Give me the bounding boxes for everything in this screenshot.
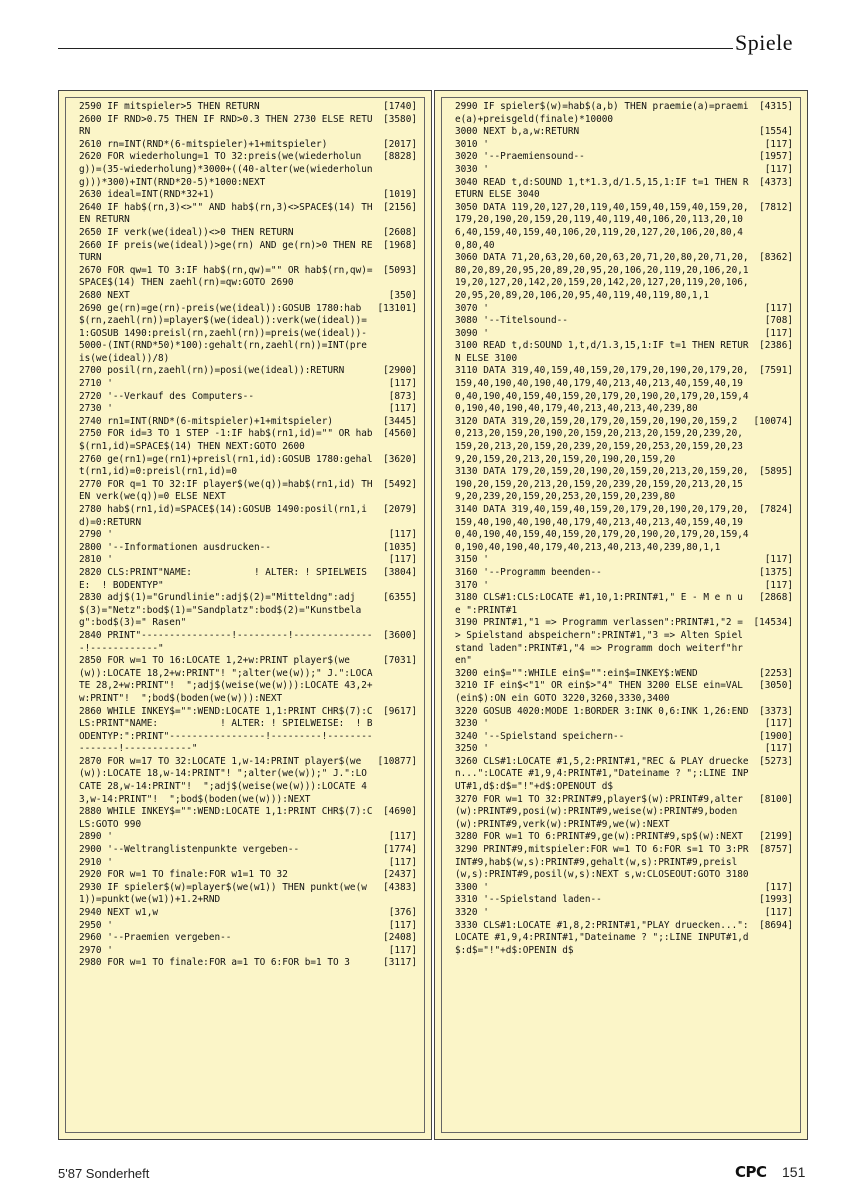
- checksum: [5492]: [383, 478, 417, 490]
- code-text: 3130 DATA 179,20,159,20,190,20,159,20,213,20,159,20,190,20,159,20,213,20,159,20,239,20,159,20,213,20,159,20,239,20,159,20,253,20,159,20,239,80: [455, 466, 749, 503]
- code-line: [79, 945, 417, 958]
- code-line: [79, 114, 417, 139]
- checksum: [1900]: [759, 730, 793, 742]
- checksum: [5273]: [759, 755, 793, 767]
- code-text: 3020 '--Praemiensound--: [455, 151, 585, 163]
- listing-left: [79, 101, 417, 1129]
- code-line: [455, 416, 793, 466]
- code-text: 3120 DATA 319,20,159,20,179,20,159,20,190,20,159,20,213,20,159,20,190,20,159,20,213,20,159,20,239,20,159,20,213,20,159,20,239,20,159,20,253,20,159,20,239,20,159,20,213,20,159,20,190,20,159,20: [455, 415, 743, 465]
- checksum: [7591]: [759, 365, 793, 377]
- code-text: 2790 ': [79, 529, 113, 541]
- code-line: [455, 756, 793, 794]
- code-text: 3220 GOSUB 4020:MODE 1:BORDER 3:INK 0,6:INK 1,26:END: [455, 705, 749, 717]
- code-text: 2730 ': [79, 403, 113, 415]
- code-text: 2900 '--Weltranglistenpunkte vergeben--: [79, 844, 300, 856]
- code-line: [455, 126, 793, 139]
- code-line: [79, 920, 417, 933]
- code-line: [455, 668, 793, 681]
- checksum: [5895]: [759, 466, 793, 478]
- code-line: [79, 706, 417, 756]
- code-line: [455, 554, 793, 567]
- code-text: 2800 '--Informationen ausdrucken--: [79, 541, 271, 553]
- checksum: [9617]: [383, 705, 417, 717]
- code-text: 3100 READ t,d:SOUND 1,t,d/1.3,15,1:IF t=1 THEN RETURN ELSE 3100: [455, 340, 749, 364]
- checksum: [117]: [388, 378, 417, 390]
- checksum: [117]: [764, 881, 793, 893]
- code-text: 3310 '--Spielstand laden--: [455, 894, 602, 906]
- brand-logo: CPC: [735, 1163, 767, 1181]
- checksum: [4315]: [759, 101, 793, 112]
- checksum: [2408]: [383, 932, 417, 944]
- checksum: [3600]: [383, 629, 417, 641]
- code-text: 3330 CLS#1:LOCATE #1,8,2:PRINT#1,"PLAY druecken...":LOCATE #1,9,4:PRINT#1,"Dateiname ? ";:LINE INPUT#1,d$:d$="!"+d$:OPENIN d$: [455, 919, 749, 956]
- code-text: 3140 DATA 319,40,159,40,159,20,179,20,190,20,179,20,159,40,190,40,190,40,179,40,213,40,213,40,159,40,190,40,190,40,159,40,159,20,179,20,190,20,179,20,159,40,190,40,190,40,179,40,213,40,213,40,239,80,1,1: [455, 504, 749, 553]
- code-line: [79, 504, 417, 529]
- code-text: 3070 ': [455, 302, 489, 314]
- code-text: 2770 FOR q=1 TO 32:IF player$(we(q))=hab$(rn1,id) THEN verk(we(q))=0 ELSE NEXT: [79, 478, 373, 503]
- code-line: [79, 290, 417, 303]
- code-line: [79, 416, 417, 429]
- code-line: [79, 365, 417, 378]
- checksum: [117]: [764, 743, 793, 755]
- code-text: 2710 ': [79, 378, 113, 390]
- checksum: [117]: [764, 302, 793, 314]
- code-text: 2690 ge(rn)=ge(rn)-preis(we(ideal)):GOSUB 1780:hab$(rn,zaehl(rn))=player$(we(ideal)):verk(we(ideal))=1:GOSUB 1490:preisl(rn,zaehl(rn))=preis(we(ideal))-5000-(INT(RND*50)*100):gehalt(rn,zaehl(rn))=INT(preis(we(ideal))/8): [79, 302, 367, 364]
- code-line: [455, 101, 793, 126]
- code-text: 3270 FOR w=1 TO 32:PRINT#9,player$(w):PRINT#9,alter(w):PRINT#9,posi(w):PRINT#9,weise(w):PRINT#9,boden(w):PRINT#9,verk(w):PRINT#9,we(w):NEXT: [455, 793, 743, 830]
- code-line: [455, 907, 793, 920]
- code-text: 3040 READ t,d:SOUND 1,t*1.3,d/1.5,15,1:IF t=1 THEN RETURN ELSE 3040: [455, 176, 749, 201]
- code-text: 2890 ': [79, 831, 113, 843]
- code-line: [79, 932, 417, 945]
- code-line: [455, 882, 793, 895]
- code-line: [455, 706, 793, 719]
- checksum: [1035]: [383, 541, 417, 553]
- checksum: [1774]: [383, 844, 417, 856]
- code-line: [79, 529, 417, 542]
- checksum: [350]: [388, 289, 417, 301]
- code-text: 3240 '--Spielstand speichern--: [455, 730, 625, 742]
- code-text: 2650 IF verk(we(ideal))<>0 THEN RETURN: [79, 226, 294, 238]
- code-text: 3000 NEXT b,a,w:RETURN: [455, 126, 580, 138]
- code-text: 2700 posil(rn,zaehl(rn))=posi(we(ideal)):RETURN: [79, 365, 345, 377]
- code-text: 3030 ': [455, 163, 489, 175]
- code-line: [79, 479, 417, 504]
- checksum: [2253]: [759, 667, 793, 679]
- code-line: [79, 806, 417, 831]
- code-line: [455, 920, 793, 958]
- code-line: [79, 882, 417, 907]
- checksum: [1375]: [759, 566, 793, 578]
- checksum: [4383]: [383, 881, 417, 893]
- checksum: [2079]: [383, 504, 417, 515]
- code-line: [79, 857, 417, 870]
- code-line: [455, 680, 793, 705]
- code-text: 2620 FOR wiederholung=1 TO 32:preis(we(wiederholung))=(35-wiederholung)*3000+((40-alter(we(wiederholung)))*300)+INT(RND*20-5)*1000:NEXT: [79, 151, 373, 188]
- code-line: [79, 907, 417, 920]
- checksum: [3580]: [383, 113, 417, 125]
- checksum: [4560]: [383, 428, 417, 440]
- code-text: 2760 ge(rn1)=ge(rn1)+preisl(rn1,id):GOSUB 1780:gehalt(rn1,id)=0:preisl(rn1,id)=0: [79, 453, 373, 478]
- checksum: [1993]: [759, 894, 793, 906]
- page-number: 151: [782, 1164, 806, 1180]
- code-line: [455, 365, 793, 415]
- code-line: [79, 189, 417, 202]
- code-text: 3280 FOR w=1 TO 6:PRINT#9,ge(w):PRINT#9,sp$(w):NEXT: [455, 831, 743, 843]
- code-text: 2750 FOR id=3 TO 1 STEP -1:IF hab$(rn1,id)="" OR hab$(rn1,id)=SPACE$(14) THEN NEXT:GOTO 2600: [79, 428, 373, 453]
- checksum: [2868]: [759, 592, 793, 604]
- checksum: [117]: [764, 907, 793, 918]
- code-text: 2810 ': [79, 554, 113, 566]
- code-line: [79, 957, 417, 970]
- checksum: [4690]: [383, 806, 417, 818]
- code-line: [455, 831, 793, 844]
- checksum: [10074]: [753, 415, 793, 427]
- code-line: [79, 844, 417, 857]
- checksum: [8100]: [759, 793, 793, 805]
- code-text: 3050 DATA 119,20,127,20,119,40,159,40,159,40,159,20,179,20,190,20,159,20,119,40,119,40,106,20,113,20,106,40,159,40,159,40,106,20,119,20,127,20,106,20,80,40,80,40: [455, 201, 749, 251]
- code-text: 2950 ': [79, 919, 113, 931]
- code-line: [79, 869, 417, 882]
- checksum: [2608]: [383, 226, 417, 238]
- code-line: [455, 328, 793, 341]
- checksum: [14534]: [753, 617, 793, 629]
- code-line: [455, 466, 793, 504]
- code-text: 2660 IF preis(we(ideal))>ge(rn) AND ge(rn)>0 THEN RETURN: [79, 239, 373, 264]
- issue-label: 5'87 Sonderheft: [58, 1166, 150, 1181]
- checksum: [7824]: [759, 504, 793, 515]
- code-text: 2600 IF RND>0.75 THEN IF RND>0.3 THEN 2730 ELSE RETURN: [79, 113, 373, 138]
- section-title: Spiele: [735, 30, 793, 55]
- code-line: [79, 567, 417, 592]
- checksum: [8828]: [383, 151, 417, 163]
- code-text: 2830 adj$(1)="Grundlinie":adj$(2)="Mitteldng":adj$(3)="Netz":bod$(1)="Sandplatz":bod$(2)="Kunstbelag":bod$(3)=" Rasen": [79, 592, 362, 629]
- code-line: [455, 252, 793, 302]
- checksum: [117]: [764, 554, 793, 566]
- code-text: 2990 IF spieler$(w)=hab$(a,b) THEN praemie(a)=praemie(a)+preisgeld(finale)*10000: [455, 101, 749, 125]
- code-line: [455, 718, 793, 731]
- checksum: [2437]: [383, 869, 417, 881]
- code-text: 3250 ': [455, 743, 489, 755]
- checksum: [117]: [764, 163, 793, 175]
- code-line: [79, 554, 417, 567]
- code-line: [455, 592, 793, 617]
- checksum: [13101]: [377, 302, 417, 314]
- checksum: [2156]: [383, 201, 417, 213]
- code-text: 2880 WHILE INKEY$="":WEND:LOCATE 1,1:PRINT CHR$(7):CLS:GOTO 990: [79, 806, 373, 830]
- code-text: 2960 '--Praemien vergeben--: [79, 932, 232, 944]
- code-line: [455, 894, 793, 907]
- code-text: 2640 IF hab$(rn,3)<>"" AND hab$(rn,3)<>SPACE$(14) THEN RETURN: [79, 201, 373, 226]
- code-text: 2860 WHILE INKEY$="":WEND:LOCATE 1,1:PRINT CHR$(7):CLS:PRINT"NAME: ! ALTER: ! SPIELWEISE: ! BODENTYP:":PRINT"-----------------!---------!---------------!------------": [79, 705, 373, 755]
- code-line: [455, 315, 793, 328]
- code-text: 2610 rn=INT(RND*(6-mitspieler)+1+mitspieler): [79, 138, 328, 150]
- checksum: [1554]: [759, 126, 793, 138]
- checksum: [873]: [388, 390, 417, 402]
- checksum: [4373]: [759, 176, 793, 188]
- code-line: [455, 164, 793, 177]
- code-line: [455, 139, 793, 152]
- code-line: [79, 428, 417, 453]
- code-text: 3290 PRINT#9,mitspieler:FOR w=1 TO 6:FOR s=1 TO 3:PRINT#9,hab$(w,s):PRINT#9,gehalt(w,s):PRINT#9,preisl(w,s):PRINT#9,posil(w,s):NEXT s,w:CLOSEOUT:GOTO 3180: [455, 844, 749, 881]
- checksum: [117]: [388, 529, 417, 541]
- code-line: [455, 177, 793, 202]
- checksum: [2386]: [759, 340, 793, 352]
- code-text: 3150 ': [455, 554, 489, 566]
- code-text: 2680 NEXT: [79, 289, 130, 301]
- code-text: 3090 ': [455, 327, 489, 339]
- code-line: [455, 844, 793, 882]
- checksum: [117]: [764, 718, 793, 730]
- checksum: [10877]: [377, 755, 417, 767]
- checksum: [3050]: [759, 680, 793, 692]
- code-line: [455, 504, 793, 554]
- code-line: [455, 202, 793, 252]
- listing-right: [455, 101, 793, 1129]
- checksum: [117]: [388, 554, 417, 566]
- code-line: [455, 580, 793, 593]
- code-text: 2980 FOR w=1 TO finale:FOR a=1 TO 6:FOR b=1 TO 3: [79, 957, 350, 969]
- checksum: [7812]: [759, 201, 793, 213]
- checksum: [1019]: [383, 189, 417, 201]
- code-text: 2970 ': [79, 944, 113, 956]
- code-line: [79, 403, 417, 416]
- code-line: [79, 756, 417, 806]
- code-line: [79, 240, 417, 265]
- code-text: 3190 PRINT#1,"1 => Programm verlassen":PRINT#1,"2 => Spielstand abspeichern":PRINT#1,"3 => Alten Spielstand laden":PRINT#1,"4 => Programm doch weiterf"hren": [455, 617, 743, 667]
- code-text: 2930 IF spieler$(w)=player$(we(w1)) THEN punkt(we(w1))=punkt(we(w1))+1.2+RND: [79, 881, 367, 906]
- checksum: [3117]: [383, 957, 417, 969]
- code-line: [79, 139, 417, 152]
- checksum: [8757]: [759, 844, 793, 856]
- checksum: [3804]: [383, 566, 417, 578]
- code-line: [79, 630, 417, 655]
- code-line: [79, 101, 417, 114]
- checksum: [2017]: [383, 138, 417, 150]
- checksum: [8694]: [759, 919, 793, 931]
- checksum: [6355]: [383, 592, 417, 604]
- listing-box-right: [434, 90, 808, 1140]
- checksum: [1740]: [383, 101, 417, 112]
- code-line: [79, 151, 417, 189]
- checksum: [117]: [764, 138, 793, 150]
- code-line: [79, 227, 417, 240]
- code-text: 2670 FOR qw=1 TO 3:IF hab$(rn,qw)="" OR hab$(rn,qw)=SPACE$(14) THEN zaehl(rn)=qw:GOTO 2690: [79, 264, 373, 289]
- code-text: 2590 IF mitspieler>5 THEN RETURN: [79, 101, 260, 112]
- code-text: 3260 CLS#1:LOCATE #1,5,2:PRINT#1,"REC & PLAY druecken...":LOCATE #1,9,4:PRINT#1,"Dateiname ? ";:LINE INPUT#1,d$:d$="!"+d$:OPENOUT d$: [455, 755, 749, 793]
- code-line: [79, 202, 417, 227]
- code-text: 2840 PRINT"----------------!---------!---------------!------------": [79, 629, 373, 654]
- code-line: [79, 265, 417, 290]
- code-text: 2910 ': [79, 856, 113, 868]
- checksum: [376]: [388, 907, 417, 918]
- code-line: [455, 617, 793, 667]
- code-text: 3170 ': [455, 579, 489, 591]
- code-line: [455, 794, 793, 832]
- checksum: [117]: [764, 579, 793, 591]
- code-text: 2720 '--Verkauf des Computers--: [79, 390, 254, 402]
- code-line: [455, 567, 793, 580]
- checksum: [8362]: [759, 252, 793, 264]
- code-line: [79, 454, 417, 479]
- code-text: 2820 CLS:PRINT"NAME: ! ALTER: ! SPIELWEISE: ! BODENTYP": [79, 566, 367, 591]
- checksum: [117]: [388, 403, 417, 415]
- code-line: [79, 391, 417, 404]
- checksum: [117]: [388, 944, 417, 956]
- code-text: 3320 ': [455, 907, 489, 918]
- checksum: [3373]: [759, 705, 793, 717]
- checksum: [2900]: [383, 365, 417, 377]
- checksum: [3620]: [383, 453, 417, 465]
- checksum: [117]: [388, 856, 417, 868]
- checksum: [117]: [388, 919, 417, 931]
- code-line: [79, 831, 417, 844]
- code-line: [455, 151, 793, 164]
- code-line: [455, 340, 793, 365]
- code-text: 3230 ': [455, 718, 489, 730]
- code-line: [79, 592, 417, 630]
- code-line: [79, 542, 417, 555]
- code-text: 2780 hab$(rn1,id)=SPACE$(14):GOSUB 1490:posil(rn1,id)=0:RETURN: [79, 504, 367, 528]
- code-line: [455, 303, 793, 316]
- code-text: 2630 ideal=INT(RND*32+1): [79, 189, 215, 201]
- checksum: [2199]: [759, 831, 793, 843]
- code-text: 3160 '--Programm beenden--: [455, 566, 602, 578]
- checksum: [5093]: [383, 264, 417, 276]
- checksum: [708]: [764, 315, 793, 327]
- checksum: [117]: [388, 831, 417, 843]
- code-text: 2740 rn1=INT(RND*(6-mitspieler)+1+mitspieler): [79, 415, 333, 427]
- code-text: 3110 DATA 319,40,159,40,159,20,179,20,190,20,179,20,159,40,190,40,190,40,179,40,213,40,213,40,159,40,190,40,190,40,159,40,159,20,179,20,190,20,179,20,159,40,190,40,190,40,179,40,213,40,213,40,239,80: [455, 365, 749, 415]
- checksum: [7031]: [383, 655, 417, 667]
- code-text: 2920 FOR w=1 TO finale:FOR w1=1 TO 32: [79, 869, 288, 881]
- code-text: 3080 '--Titelsound--: [455, 315, 568, 327]
- listing-box-left: [58, 90, 432, 1140]
- checksum: [117]: [764, 327, 793, 339]
- header-rule: [58, 48, 733, 49]
- checksum: [3445]: [383, 415, 417, 427]
- checksum: [1957]: [759, 151, 793, 163]
- code-text: 3180 CLS#1:CLS:LOCATE #1,10,1:PRINT#1," E - M e n u e ":PRINT#1: [455, 592, 749, 616]
- code-text: 2870 FOR w=17 TO 32:LOCATE 1,w-14:PRINT player$(we(w)):LOCATE 18,w-14:PRINT"! ";alter(we(w));" J.":LOCATE 28,w-14:PRINT"! ";adj$(weise(we(w))):LOCATE 43,w-14:PRINT"! ";bod$(boden(we(w))):NEXT: [79, 755, 367, 805]
- code-line: [455, 743, 793, 756]
- code-text: 3010 ': [455, 138, 489, 150]
- code-text: 3060 DATA 71,20,63,20,60,20,63,20,71,20,80,20,71,20,80,20,89,20,95,20,89,20,95,20,106,20,119,20,106,20,119,20,127,20,142,20,159,20,142,20,127,20,119,20,106,20,95,20,89,20,106,20,95,40,119,40,119,80,1,1: [455, 252, 749, 301]
- code-text: 2940 NEXT w1,w: [79, 907, 159, 918]
- code-line: [79, 655, 417, 705]
- code-line: [79, 303, 417, 366]
- code-text: 3210 IF ein$<"1" OR ein$>"4" THEN 3200 ELSE ein=VAL(ein$):ON ein GOTO 3220,3260,3330,3400: [455, 680, 743, 704]
- code-line: [79, 378, 417, 391]
- code-text: 3200 ein$="":WHILE ein$="":ein$=INKEY$:WEND: [455, 667, 698, 679]
- code-text: 2850 FOR w=1 TO 16:LOCATE 1,2+w:PRINT player$(we(w)):LOCATE 18,2+w:PRINT"! ";alter(we(w));" J.":LOCATE 28,2+w:PRINT"! ";adj$(weise(we(w))):LOCATE 43,2+w:PRINT"! ";bod$(boden(we(w))):NEXT: [79, 655, 373, 704]
- code-line: [455, 731, 793, 744]
- code-text: 3300 ': [455, 881, 489, 893]
- checksum: [1968]: [383, 239, 417, 251]
